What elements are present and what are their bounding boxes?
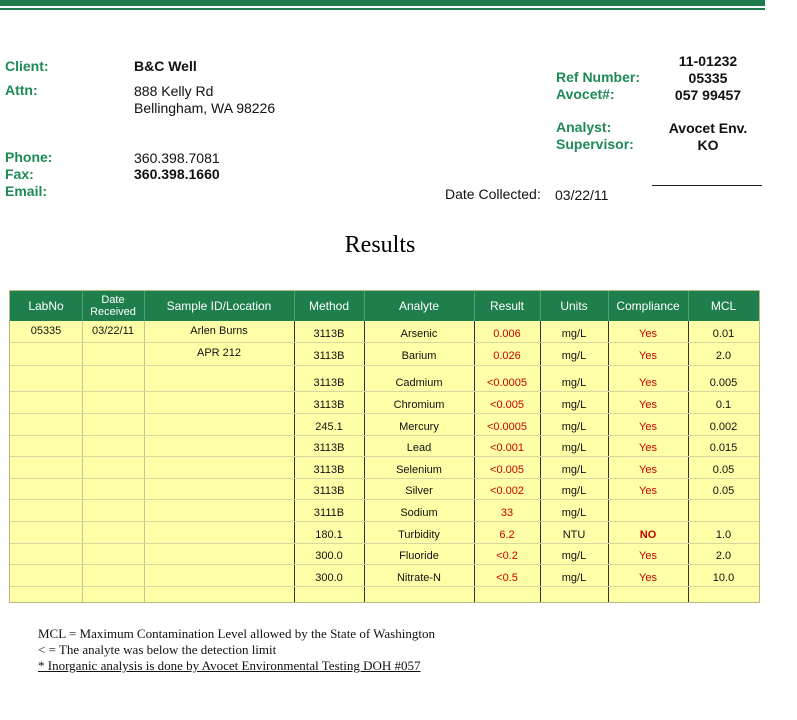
result-cell: 6.2: [499, 529, 515, 541]
units-cell: mg/L: [561, 328, 587, 340]
analyte-cell: Turbidity: [398, 529, 440, 541]
footnote-mcl: MCL = Maximum Contamination Level allowed by the State of Washington: [38, 626, 435, 641]
mcl-cell: 1.0: [715, 529, 732, 541]
col-header-method: Method: [308, 299, 350, 313]
email-label: Email:: [5, 183, 48, 199]
ref-number-label: Ref Number:: [556, 69, 641, 85]
date-received-value: 03/22/11: [91, 325, 134, 337]
units-cell: mg/L: [561, 507, 587, 519]
phone-value: 360.398.7081: [134, 150, 220, 166]
analyte-cell: Sodium: [400, 507, 438, 519]
method-cell: 3113B: [313, 399, 345, 411]
method-cell: 300.0: [315, 550, 343, 562]
result-cell: <0.002: [490, 485, 524, 497]
result-cell: <0.001: [490, 442, 524, 454]
compliance-cell: Yes: [639, 464, 657, 476]
result-cell: 33: [500, 507, 514, 519]
mcl-cell: 0.1: [715, 399, 732, 411]
method-cell: 3113B: [313, 377, 345, 389]
units-cell: mg/L: [561, 550, 587, 562]
result-cell: 0.026: [493, 350, 521, 362]
mcl-cell: 0.05: [712, 485, 735, 497]
ref-number-value: 05335: [688, 70, 728, 86]
analyte-cell: Mercury: [399, 421, 439, 433]
method-cell: 180.1: [315, 529, 343, 541]
result-cell: <0.0005: [486, 377, 528, 389]
header-band: [0, 0, 765, 6]
analyte-cell: Barium: [401, 350, 437, 362]
method-cell: 3113B: [313, 328, 345, 340]
units-cell: NTU: [562, 529, 586, 541]
analyte-cell: Chromium: [393, 399, 445, 411]
mcl-cell: 0.002: [709, 421, 738, 433]
date-collected-value: 03/22/11: [555, 187, 609, 203]
compliance-cell: Yes: [639, 550, 657, 562]
col-header-analyte: Analyte: [398, 299, 440, 313]
analyte-cell: Selenium: [396, 464, 442, 476]
avocet-number-label: Avocet#:: [556, 86, 615, 102]
result-cell: <0.2: [496, 550, 518, 562]
method-cell: 3113B: [313, 485, 345, 497]
analyte-cell: Silver: [405, 485, 433, 497]
signature-line: [652, 185, 762, 186]
table-row: [10, 345, 759, 367]
col-header-result: Result: [489, 299, 524, 313]
units-cell: mg/L: [561, 399, 587, 411]
results-table: [9, 290, 760, 603]
attn-address-line1: 888 Kelly Rd: [134, 83, 214, 99]
compliance-cell: NO: [639, 529, 657, 541]
method-cell: 3111B: [313, 507, 345, 519]
labno-value: 05335: [30, 325, 62, 337]
units-cell: mg/L: [561, 485, 587, 497]
supervisor-label: Supervisor:: [556, 136, 634, 152]
col-header-compliance: Compliance: [616, 299, 680, 313]
result-cell: <0.5: [496, 572, 518, 584]
analyst-value: Avocet Env.: [668, 120, 748, 136]
method-cell: 300.0: [315, 572, 343, 584]
compliance-cell: Yes: [639, 328, 657, 340]
result-cell: <0.005: [490, 464, 524, 476]
analyte-cell: Nitrate-N: [396, 572, 441, 584]
mcl-cell: 0.01: [712, 328, 735, 340]
analyst-label: Analyst:: [556, 119, 612, 135]
avocet-number-value: 057 99457: [674, 87, 742, 103]
phone-label: Phone:: [5, 149, 53, 165]
table-header: [10, 291, 759, 321]
units-cell: mg/L: [561, 421, 587, 433]
attn-address-line2: Bellingham, WA 98226: [134, 100, 276, 116]
fax-label: Fax:: [5, 166, 34, 182]
footnote-detection-limit: < = The analyte was below the detection limit: [38, 642, 277, 657]
client-value: B&C Well: [134, 58, 197, 74]
date-collected-label: Date Collected:: [445, 186, 541, 202]
units-cell: mg/L: [561, 442, 587, 454]
compliance-cell: Yes: [639, 377, 657, 389]
mcl-cell: 2.0: [715, 550, 732, 562]
method-cell: 3113B: [313, 350, 345, 362]
result-cell: 0.006: [493, 328, 521, 340]
units-cell: mg/L: [561, 377, 587, 389]
compliance-cell: Yes: [639, 442, 657, 454]
units-cell: mg/L: [561, 572, 587, 584]
compliance-cell: Yes: [639, 350, 657, 362]
footnote-inorganic-analysis: * Inorganic analysis is done by Avocet Environmental Testing DOH #057: [38, 658, 421, 673]
compliance-cell: Yes: [639, 421, 657, 433]
compliance-cell: Yes: [639, 572, 657, 584]
result-cell: <0.0005: [486, 421, 528, 433]
compliance-cell: Yes: [639, 485, 657, 497]
compliance-cell: Yes: [639, 399, 657, 411]
method-cell: 3113B: [313, 442, 345, 454]
footnotes: [38, 626, 435, 674]
units-cell: mg/L: [561, 350, 587, 362]
supervisor-value: KO: [697, 137, 719, 153]
result-cell: <0.005: [490, 399, 524, 411]
col-header-date-received: Date Received: [90, 294, 136, 318]
col-header-units: Units: [560, 299, 588, 313]
analyte-cell: Arsenic: [400, 328, 438, 340]
sample-location-line2: APR 212: [196, 347, 242, 359]
col-header-sample: Sample ID/Location: [166, 299, 272, 313]
fax-value: 360.398.1660: [134, 166, 220, 182]
attn-label: Attn:: [5, 82, 38, 98]
col-header-mcl: MCL: [710, 299, 737, 313]
header-rule: [0, 8, 765, 10]
method-cell: 3113B: [313, 464, 345, 476]
method-cell: 245.1: [315, 421, 343, 433]
sample-id-line1: Arlen Burns: [190, 325, 248, 337]
mcl-cell: 0.015: [709, 442, 738, 454]
col-header-labno: LabNo: [28, 299, 64, 313]
analyte-cell: Cadmium: [395, 377, 443, 389]
units-cell: mg/L: [561, 464, 587, 476]
results-title: Results: [344, 232, 416, 258]
analyte-cell: Lead: [406, 442, 432, 454]
mcl-cell: 2.0: [715, 350, 732, 362]
report-id: 11-01232: [678, 53, 738, 69]
mcl-cell: 0.005: [709, 377, 738, 389]
analyte-cell: Fluoride: [399, 550, 439, 562]
mcl-cell: 0.05: [712, 464, 735, 476]
mcl-cell: 10.0: [712, 572, 735, 584]
client-label: Client:: [5, 58, 49, 74]
